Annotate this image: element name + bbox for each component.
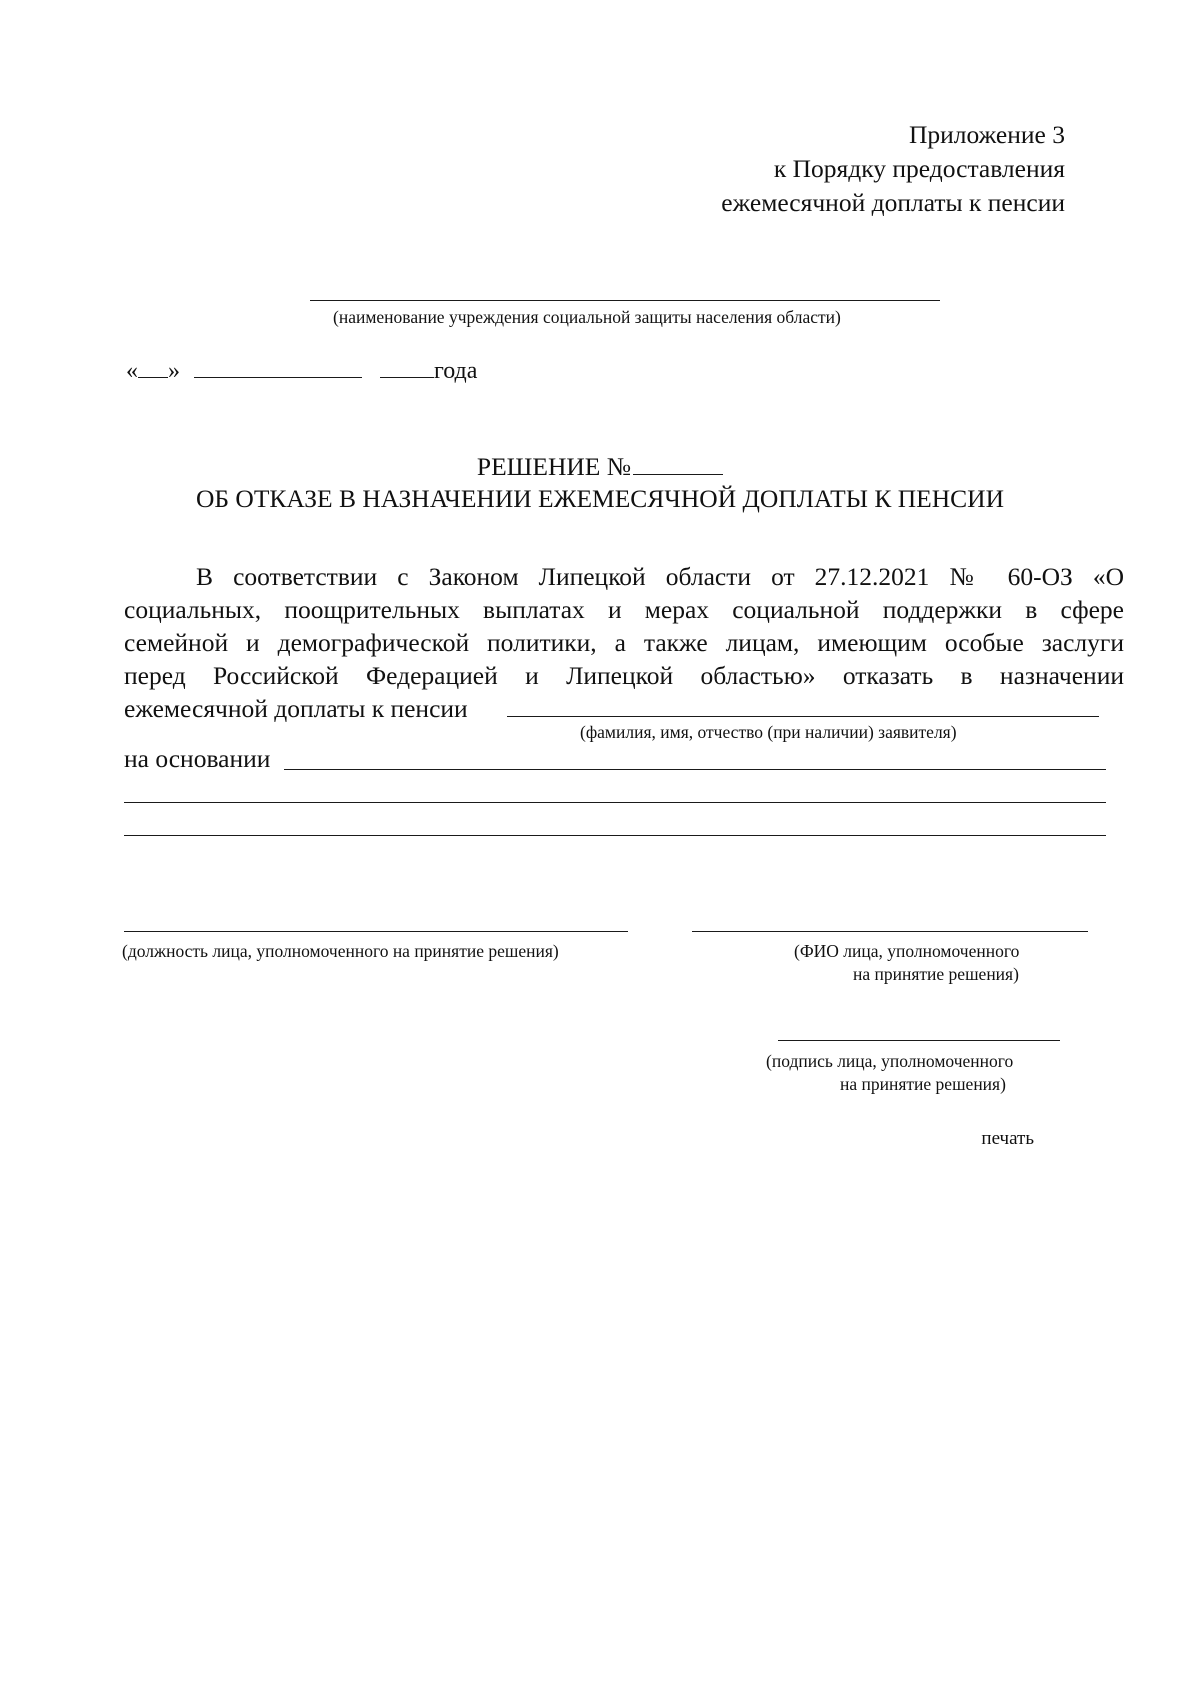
fio-caption-line2: на принятие решения) (853, 964, 1019, 984)
basis-line-3[interactable] (124, 835, 1106, 836)
body-line-2: социальных, поощрительных выплатах и мерах социальной поддержки в сфере (124, 595, 1124, 624)
applicant-caption: (фамилия, имя, отчество (при наличии) заявителя) (580, 722, 957, 742)
appendix-header (721, 118, 1065, 220)
open-quote: « (126, 358, 138, 384)
basis-line-1[interactable] (284, 769, 1106, 770)
appendix-reference: к Порядку предоставления (773, 154, 1065, 183)
decision-number-blank[interactable] (633, 448, 723, 475)
date-row (126, 353, 477, 386)
close-quote: » (168, 358, 180, 384)
signature-caption-line1: (подпись лица, уполномоченного (766, 1051, 1014, 1071)
year-word: года (434, 358, 478, 384)
year-blank[interactable] (380, 353, 434, 378)
position-caption: (должность лица, уполномоченного на принятие решения) (122, 941, 559, 961)
body-line-1: В соответствии с Законом Липецкой области от 27.12.2021 № 60-ОЗ «О (196, 562, 1124, 591)
decision-title-line2: ОБ ОТКАЗЕ В НАЗНАЧЕНИИ ЕЖЕМЕСЯЧНОЙ ДОПЛАТЫ К ПЕНСИИ (196, 484, 1004, 513)
body-line-5: ежемесячной доплаты к пенсии (124, 694, 468, 723)
institution-name-line[interactable] (310, 300, 940, 301)
signature-line[interactable] (778, 1040, 1060, 1041)
body-line-3: семейной и демографической политики, а также лицам, имеющим особые заслуги (124, 628, 1124, 657)
body-line-4: перед Российской Федерацией и Липецкой областью» отказать в назначении (124, 661, 1124, 690)
appendix-number: Приложение 3 (909, 120, 1065, 149)
signature-caption-line2: на принятие решения) (840, 1074, 1006, 1094)
day-blank[interactable] (138, 353, 168, 378)
appendix-subject: ежемесячной доплаты к пенсии (721, 188, 1065, 217)
decision-title-line1 (0, 448, 1200, 484)
stamp-label: печать (981, 1128, 1034, 1149)
month-blank[interactable] (194, 353, 362, 378)
position-line[interactable] (124, 931, 628, 932)
institution-caption: (наименование учреждения социальной защиты населения области) (333, 307, 841, 327)
applicant-name-line[interactable] (507, 716, 1099, 717)
fio-line[interactable] (692, 931, 1088, 932)
basis-line-2[interactable] (124, 802, 1106, 803)
fio-caption-line1: (ФИО лица, уполномоченного (794, 941, 1020, 961)
basis-label: на основании (124, 744, 271, 773)
decision-title: РЕШЕНИЕ № (476, 452, 632, 481)
decision-body (124, 560, 1124, 725)
